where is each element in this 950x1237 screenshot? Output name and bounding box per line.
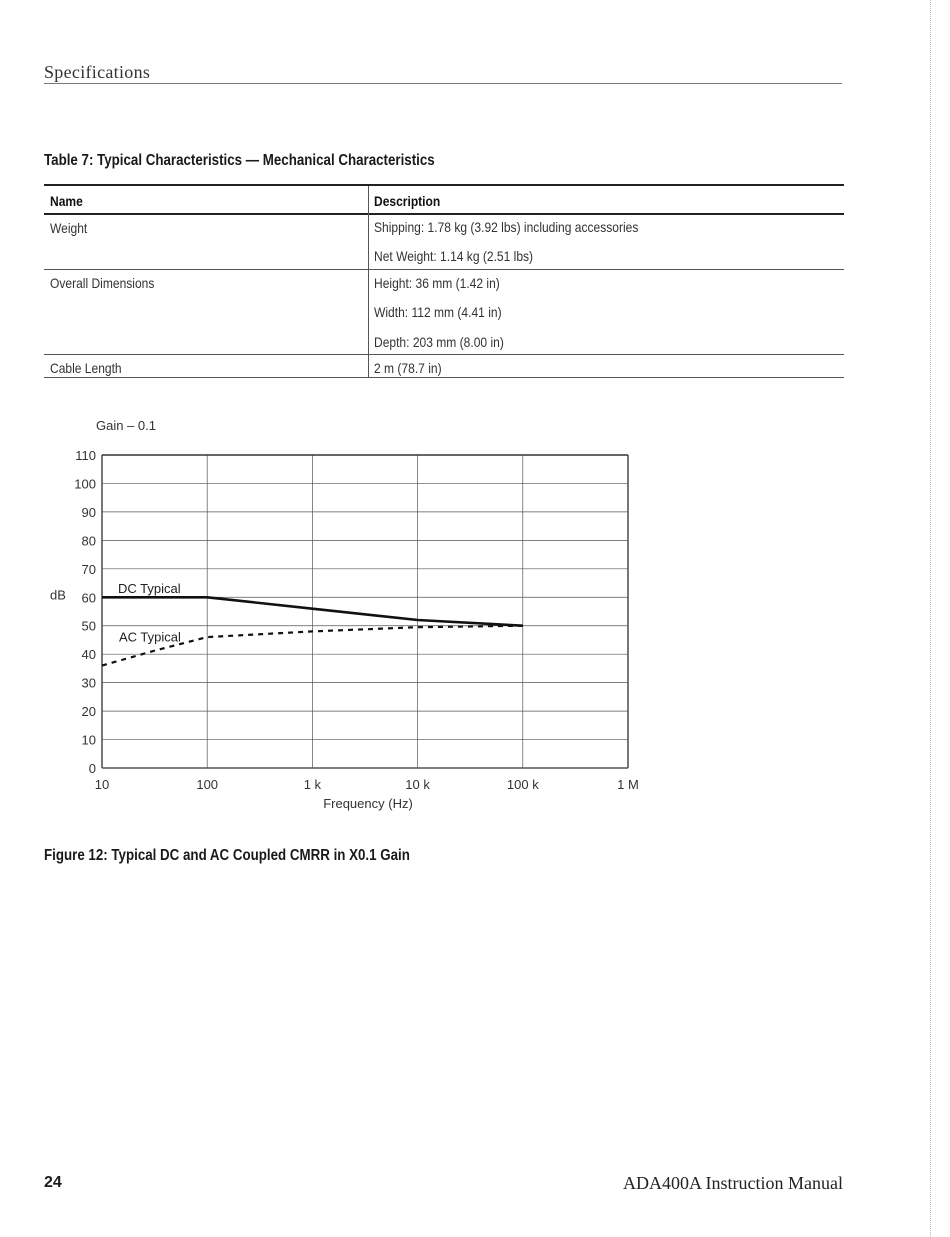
y-tick-label: 0 — [88, 761, 96, 776]
running-header: Specifications — [44, 62, 151, 82]
y-tick-label: 30 — [81, 675, 96, 691]
table-row-description — [374, 304, 522, 320]
row-divider — [44, 354, 844, 355]
x-tick-label: 1 M — [617, 777, 639, 792]
row-description-text: Shipping: 1.78 kg (3.92 lbs) including accessories — [374, 219, 639, 235]
y-tick-label: 100 — [74, 476, 96, 492]
manual-title: ADA400A Instruction Manual — [623, 1173, 843, 1193]
y-tick-label: 40 — [81, 647, 96, 663]
table-row-description — [374, 219, 681, 235]
y-tick-label: 80 — [81, 533, 96, 549]
table-caption — [44, 152, 498, 170]
table-bottom-rule — [44, 377, 844, 378]
row-name-text: Overall Dimensions — [50, 275, 155, 291]
table-row-description — [374, 248, 559, 264]
figure-caption-text: Figure 12: Typical DC and AC Coupled CMRR in X0.1 Gain — [44, 847, 410, 864]
y-tick-label: 50 — [81, 618, 96, 634]
x-axis-label: Frequency (Hz) — [323, 796, 413, 811]
header-bottom-rule — [44, 213, 844, 215]
x-tick-label: 10 — [94, 777, 110, 792]
table-row-description — [374, 275, 520, 291]
page-number: 24 — [44, 1174, 62, 1191]
header-rule — [44, 83, 842, 84]
row-name-text: Cable Length — [50, 360, 122, 376]
row-description-text: Depth: 203 mm (8.00 in) — [374, 334, 504, 350]
dc-typical-label: DC Typical — [118, 581, 181, 597]
table-top-rule — [44, 184, 844, 186]
table-row-description — [374, 360, 453, 376]
row-description-text: Height: 36 mm (1.42 in) — [374, 275, 500, 291]
row-name-text: Weight — [50, 220, 88, 236]
cmrr-chart — [0, 400, 700, 820]
y-tick-label: 110 — [75, 448, 96, 463]
row-description-text: Net Weight: 1.14 kg (2.51 lbs) — [374, 248, 534, 264]
y-axis-label: dB — [50, 587, 66, 603]
chart-labels — [50, 418, 639, 811]
table-row-name — [50, 220, 93, 236]
ac-typical-label: AC Typical — [119, 629, 181, 645]
figure-caption — [44, 847, 469, 865]
y-tick-label: 90 — [81, 504, 96, 520]
column-header-name — [50, 193, 88, 209]
chart-grid — [102, 455, 628, 768]
table-row-description — [374, 334, 525, 350]
page-edge — [930, 0, 931, 1237]
x-tick-label: 100 k — [506, 777, 539, 792]
column-header-name-text: Name — [50, 193, 83, 209]
column-header-description — [374, 193, 451, 209]
x-tick-label: 1 k — [303, 777, 322, 792]
column-divider — [368, 186, 369, 377]
y-tick-label: 10 — [81, 732, 96, 748]
y-tick-label: 20 — [81, 704, 96, 720]
table-row-name — [50, 360, 133, 376]
x-tick-label: 100 — [196, 777, 219, 792]
x-tick-label: 10 k — [405, 777, 430, 792]
column-header-description-text: Description — [374, 193, 441, 209]
row-divider — [44, 269, 844, 270]
y-tick-label: 70 — [81, 561, 96, 577]
table-caption-text: Table 7: Typical Characteristics — Mechanical Characteristics — [44, 152, 435, 169]
table-row-name — [50, 275, 171, 291]
row-description-text: Width: 112 mm (4.41 in) — [374, 304, 502, 320]
y-tick-label: 60 — [81, 590, 96, 606]
chart-title: Gain – 0.1 — [96, 418, 156, 433]
row-description-text: 2 m (78.7 in) — [374, 360, 442, 376]
